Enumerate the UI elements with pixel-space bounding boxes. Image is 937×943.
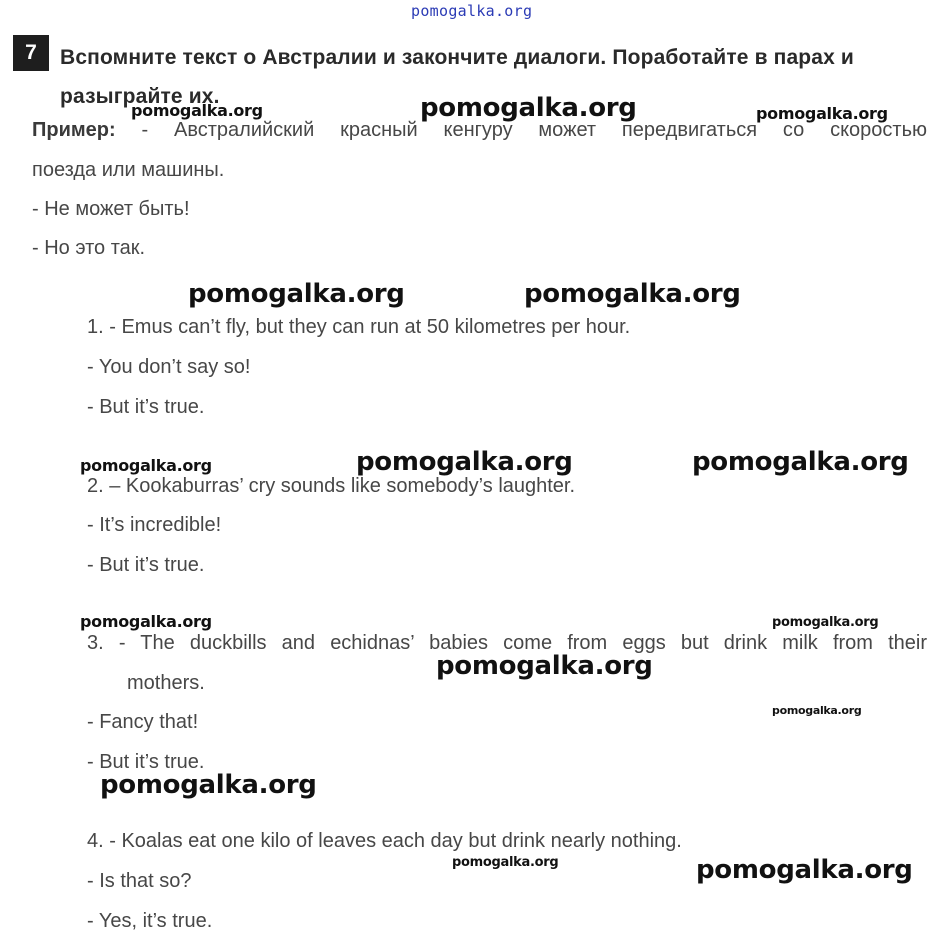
watermark: pomogalka.org bbox=[692, 447, 909, 477]
dialogue-2-line-2: - It’s incredible! bbox=[87, 514, 222, 536]
dialogue-4-line-1: 4. - Koalas eat one kilo of leaves each day but drink nearly nothing. bbox=[87, 830, 682, 852]
task-title: Вспомните текст о Австралии и закончите диалоги. Поработайте в парах и разыграйте их. bbox=[60, 46, 854, 108]
example-line-2: поезда или машины. bbox=[32, 159, 225, 181]
example-line-3: - Не может быть! bbox=[32, 198, 190, 220]
watermark: pomogalka.org bbox=[696, 855, 913, 885]
watermark: pomogalka.org bbox=[452, 855, 559, 870]
example-line-1-text: - Австралийский красный кенгуру может передвигаться со скоростью bbox=[115, 119, 927, 141]
dialogue-4-line-2: - Is that so? bbox=[87, 870, 192, 892]
dialogue-3-line-1-continued: mothers. bbox=[127, 672, 205, 694]
dialogue-1-line-1: 1. - Emus can’t fly, but they can run at 50 kilometres per hour. bbox=[87, 316, 631, 338]
task-number-badge: 7 bbox=[13, 35, 49, 71]
site-header-link[interactable]: pomogalka.org bbox=[411, 2, 533, 20]
example-line-4: - Но это так. bbox=[32, 237, 146, 259]
dialogue-4-line-3: - Yes, it’s true. bbox=[87, 910, 213, 932]
watermark: pomogalka.org bbox=[100, 770, 317, 800]
watermark: pomogalka.org bbox=[420, 93, 637, 123]
watermark: pomogalka.org bbox=[188, 279, 405, 309]
watermark: pomogalka.org bbox=[436, 651, 653, 681]
dialogue-3-line-3: - But it’s true. bbox=[87, 751, 205, 773]
watermark: pomogalka.org bbox=[80, 456, 212, 475]
watermark: pomogalka.org bbox=[772, 615, 879, 630]
dialogue-2-line-1: 2. – Kookaburras’ cry sounds like somebody’s laughter. bbox=[87, 475, 576, 497]
dialogue-1-line-3: - But it’s true. bbox=[87, 396, 205, 418]
watermark: pomogalka.org bbox=[756, 104, 888, 123]
dialogue-3-line-1: 3. - The duckbills and echidnas’ babies come from eggs but drink milk from their bbox=[87, 632, 927, 654]
watermark: pomogalka.org bbox=[131, 101, 263, 120]
watermark: pomogalka.org bbox=[772, 704, 862, 717]
example-label: Пример: bbox=[32, 119, 116, 141]
dialogue-3-line-2: - Fancy that! bbox=[87, 711, 199, 733]
watermark: pomogalka.org bbox=[80, 612, 212, 631]
dialogue-1-line-2: - You don’t say so! bbox=[87, 356, 251, 378]
watermark: pomogalka.org bbox=[356, 447, 573, 477]
dialogue-2-line-3: - But it’s true. bbox=[87, 554, 205, 576]
watermark: pomogalka.org bbox=[524, 279, 741, 309]
